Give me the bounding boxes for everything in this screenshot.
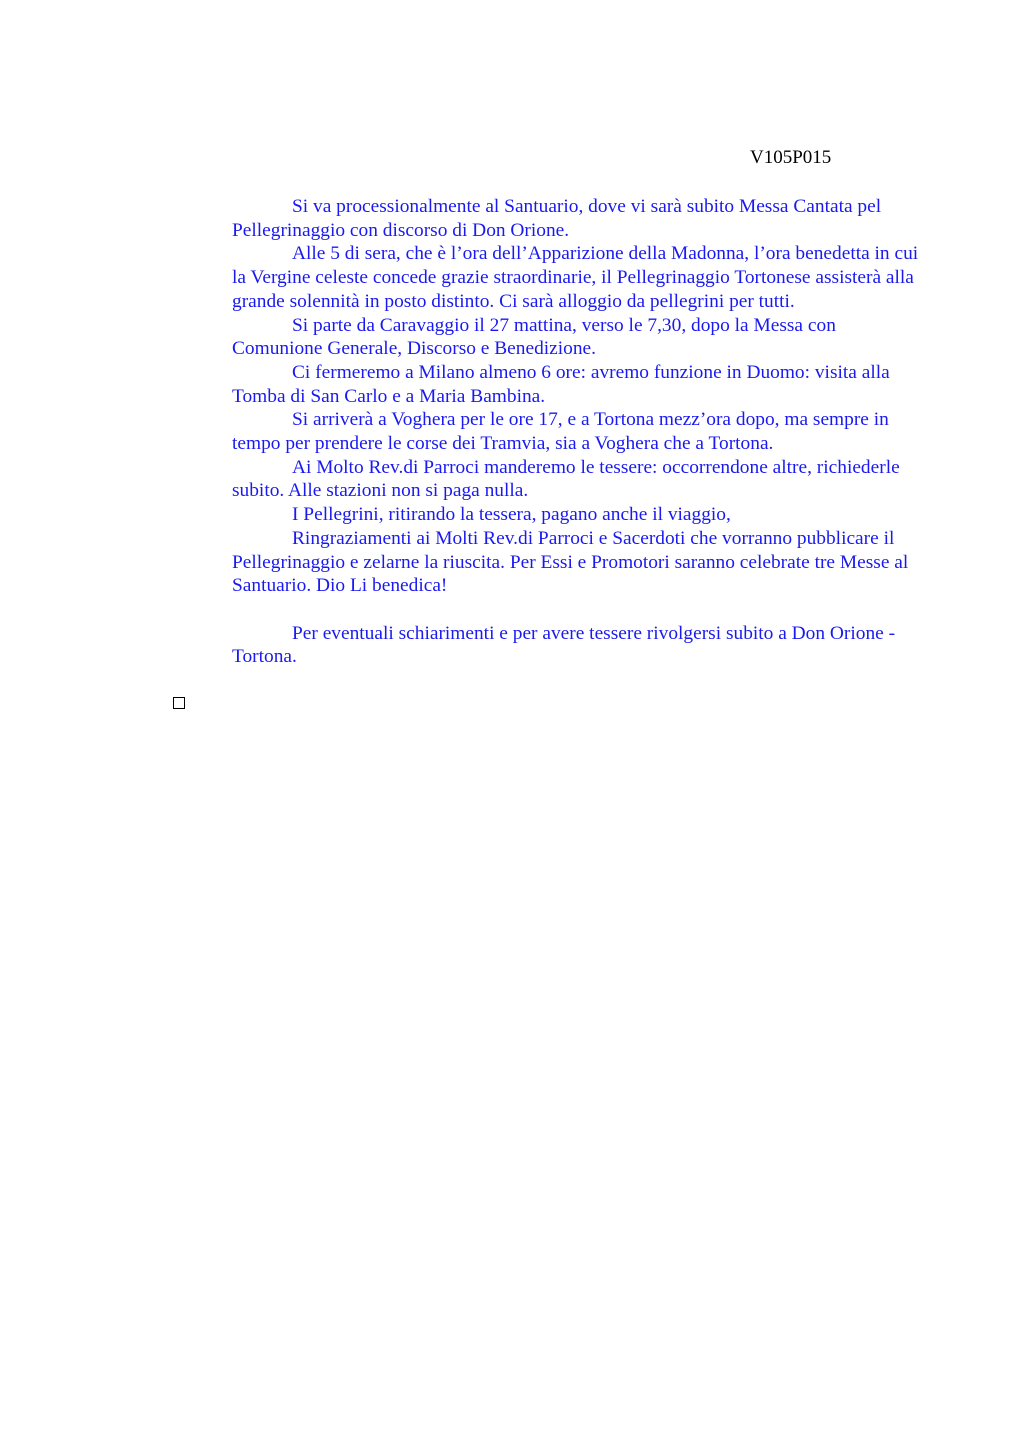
document-body bbox=[232, 195, 928, 669]
paragraph-milano: Ci fermeremo a Milano almeno 6 ore: avremo funzione in Duomo: visita alla Tomba di San Carlo e a Maria Bambina. bbox=[232, 361, 890, 407]
paragraph-ringraziamenti: Ringraziamenti ai Molti Rev.di Parroci e Sacerdoti che vorranno pubblicare il Pellegrinaggio e zelarne la riuscita. Per Essi e Promotori saranno celebrate tre Messe al Santuario. Dio Li benedica! bbox=[232, 527, 909, 597]
paragraph-apparizione: Alle 5 di sera, che è l’ora dell’Apparizione della Madonna, l’ora benedetta in cui la Vergine celeste concede grazie straordinarie, il Pellegrinaggio Tortonese assisterà alla grande solennità in posto distinto. Ci sarà alloggio da pellegrini per tutti. bbox=[232, 243, 919, 312]
paragraph-tessere: Ai Molto Rev.di Parroci manderemo le tessere: occorrendone altre, richiederle subito. Alle stazioni non si paga nulla. bbox=[232, 456, 900, 502]
paragraph-schiarimenti: Per eventuali schiarimenti e per avere tessere rivolgersi subito a Don Orione - Tortona. bbox=[232, 622, 896, 668]
paragraph-messa-cantata: Si va processionalmente al Santuario, dove vi sarà subito Messa Cantata pel Pellegrinaggio con discorso di Don Orione. bbox=[232, 196, 882, 241]
document-code: V105P015 bbox=[750, 147, 832, 168]
paragraph-partenza-caravaggio: Si parte da Caravaggio il 27 mattina, verso le 7,30, dopo la Messa con Comunione Generale, Discorso e Benedizione. bbox=[232, 314, 836, 360]
paragraph-viaggio: I Pellegrini, ritirando la tessera, pagano anche il viaggio, bbox=[292, 504, 731, 526]
empty-box-icon bbox=[173, 697, 185, 709]
paragraph-spacer bbox=[232, 598, 928, 622]
paragraph-arrivo-voghera: Si arriverà a Voghera per le ore 17, e a Tortona mezz’ora dopo, ma sempre in tempo per prendere le corse dei Tramvia, sia a Voghera che a Tortona. bbox=[232, 409, 889, 455]
